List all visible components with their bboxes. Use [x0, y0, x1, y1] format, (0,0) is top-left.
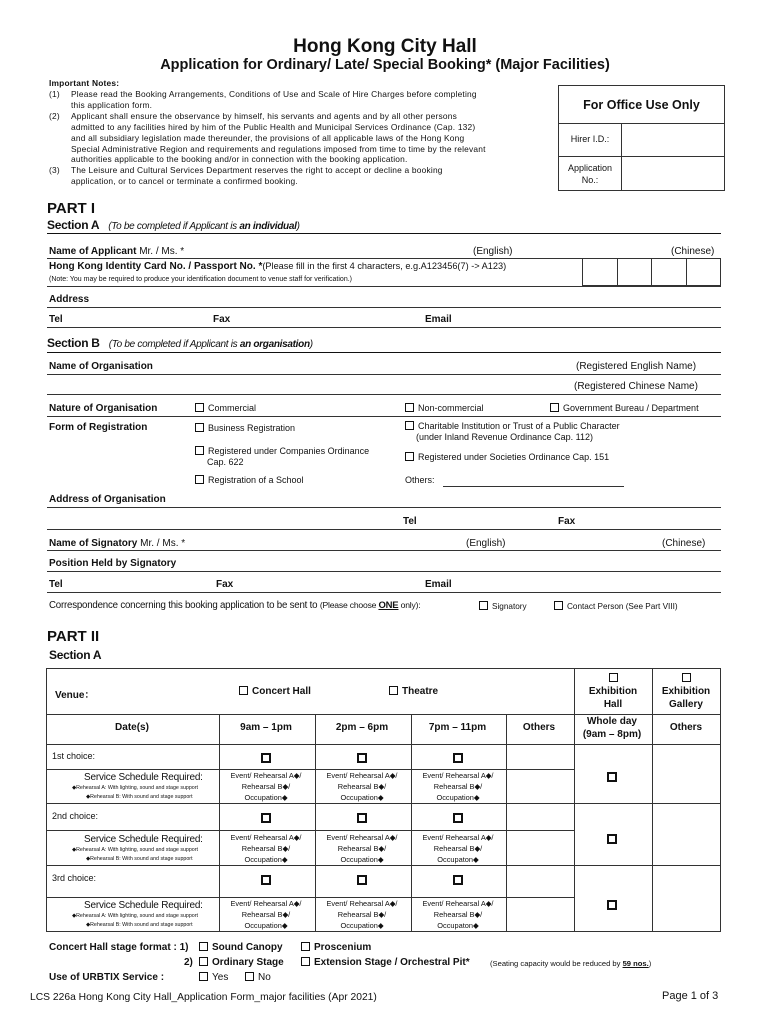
nature-government[interactable] [550, 403, 699, 413]
note-number: (1) [49, 89, 60, 99]
address-label: Address [49, 294, 90, 305]
corr-one: ONE [378, 600, 399, 611]
venue-label: Venue： [55, 690, 95, 701]
signatory-tel-label: Tel [49, 579, 63, 590]
reg-chinese-label: (Registered Chinese Name) [574, 381, 698, 392]
slot-checkbox[interactable] [410, 750, 506, 768]
choice-label: 2nd choice: [52, 811, 99, 821]
slot-checkbox[interactable] [410, 810, 506, 828]
stage-proscenium[interactable] [301, 942, 371, 953]
checkbox[interactable] [261, 875, 271, 885]
urbtix-yes[interactable] [199, 972, 228, 983]
applicant-name-label [49, 246, 184, 257]
hkid-char-box[interactable] [618, 258, 653, 285]
service-line: Occupation◆ [244, 855, 288, 864]
org-name-label: Name of Organisation [49, 361, 153, 372]
option-label: Registered under Societies Ordinance Cap. 151 [418, 452, 610, 462]
rehearsal-b-note: ◆Rehearsal B: With sound and stage support [86, 922, 193, 928]
note-text: Rehearsal B: With sound and stage support [90, 794, 193, 800]
form-companies[interactable] [195, 446, 369, 468]
signatory-label [49, 538, 185, 549]
urbtix-no[interactable] [245, 972, 271, 983]
checkbox[interactable] [199, 942, 208, 951]
label-title: Mr. / Ms. * [136, 246, 185, 257]
hirer-id-field[interactable] [622, 124, 723, 155]
hkid-label [49, 261, 506, 272]
slot-checkbox[interactable] [314, 750, 410, 768]
note-line: application, or to cancel or terminate a confirmed booking. [71, 176, 298, 187]
form-charitable[interactable] [405, 421, 620, 443]
checkbox[interactable] [405, 403, 414, 412]
corr-text: (Please choose [319, 600, 379, 610]
service-line: Rehearsal B◆/ [337, 844, 387, 853]
form-others-label: Others: [405, 475, 435, 485]
checkbox[interactable] [261, 813, 271, 823]
venue-exhibition-hall[interactable] [573, 672, 653, 711]
application-no-label [559, 162, 621, 186]
option-label: Hall [603, 699, 623, 710]
checkbox[interactable] [301, 942, 310, 951]
service-line: Occupation◆ [340, 855, 384, 864]
checkbox[interactable] [405, 421, 414, 430]
corr-contact-person[interactable] [554, 601, 678, 611]
part1-heading: PART I [47, 200, 96, 217]
hkid-hint: (Please fill in the first 4 characters, e.g.A123456(7) -> A123) [262, 261, 507, 271]
col-wholeday [573, 715, 651, 741]
section-b-note [109, 339, 313, 350]
note-text: ) [296, 221, 300, 232]
checkbox[interactable] [607, 900, 617, 910]
checkbox[interactable] [239, 686, 248, 695]
service-line: Event/ Rehearsal A◆/ [422, 899, 494, 908]
checkbox[interactable] [199, 972, 208, 981]
wholeday-checkbox[interactable] [573, 897, 651, 915]
service-line: Occupaton◆ [437, 855, 479, 864]
hkid-char-box[interactable] [652, 258, 687, 285]
seating-text: ) [648, 959, 652, 968]
slot-checkbox[interactable] [218, 872, 314, 890]
col-slot1: 9am – 1pm [240, 722, 292, 733]
label-text: Name of Signatory [49, 538, 138, 549]
service-options[interactable] [410, 898, 506, 931]
footer-page: Page 1 of 3 [662, 990, 719, 1002]
corr-text: Correspondence concerning this booking application to be sent to [49, 600, 320, 611]
section-b-label: Section B [47, 336, 100, 350]
service-line: Event/ Rehearsal A◆/ [422, 771, 494, 780]
service-line: Rehearsal B◆/ [433, 910, 483, 919]
applicant-chinese-label: (Chinese) [671, 246, 715, 257]
hkid-boxes [582, 258, 721, 286]
venue-exhibition-gallery[interactable] [651, 672, 721, 711]
note-line: and all subsidiary legislation made thereunder, the provisions of all applicable laws of the Hong Kong [71, 132, 465, 143]
email-label: Email [425, 314, 452, 325]
service-required-label: Service Schedule Required: [84, 772, 203, 783]
wholeday-checkbox[interactable] [573, 831, 651, 849]
note-text: (To be completed if Applicant is [108, 221, 240, 232]
option-label: No [258, 972, 271, 983]
applicant-english-label: (English) [473, 246, 513, 257]
service-options[interactable] [218, 832, 314, 865]
service-line: Occupation◆ [244, 921, 288, 930]
checkbox[interactable] [682, 673, 691, 682]
option-label: Charitable Institution or Trust of a Public Character [418, 421, 620, 431]
service-line: Occupation◆ [340, 921, 384, 930]
form-subtitle: Application for Ordinary/ Late/ Special Booking* (Major Facilities) [160, 57, 610, 73]
note-line: Applicant shall ensure the observance by himself, his servants and agents and by all other persons [71, 110, 457, 121]
note-line: this application form. [71, 99, 153, 110]
checkbox[interactable] [357, 813, 367, 823]
option-label: Business Registration [208, 423, 296, 433]
label-text: Hong Kong Identity Card No. / Passport No. * [49, 261, 263, 272]
checkbox[interactable] [195, 403, 204, 412]
seating-text: (Seating capacity would be reduced by [490, 959, 623, 968]
checkbox[interactable] [245, 972, 254, 981]
wholeday-checkbox[interactable] [573, 769, 651, 787]
org-tel-label: Tel [403, 516, 417, 527]
checkbox[interactable] [195, 475, 204, 484]
form-title: Hong Kong City Hall [293, 36, 477, 57]
note-bold: an individual [239, 221, 297, 232]
service-line: Rehearsal B◆/ [241, 782, 291, 791]
checkbox[interactable] [195, 423, 204, 432]
col-dates: Date(s) [115, 722, 149, 733]
option-label: Gallery [669, 699, 703, 710]
note-text: Rehearsal B: With sound and stage support [90, 856, 193, 862]
service-options[interactable] [218, 770, 314, 803]
stage-two-label: 2) [184, 957, 193, 968]
service-line: Rehearsal B◆/ [337, 782, 387, 791]
service-line: Event/ Rehearsal A◆/ [422, 833, 494, 842]
org-fax-label: Fax [558, 516, 576, 527]
form-business[interactable] [195, 423, 295, 433]
service-line: Event/ Rehearsal A◆/ [230, 833, 302, 842]
checkbox[interactable] [389, 686, 398, 695]
notes-heading: Important Notes: [49, 78, 120, 88]
urbtix-label: Use of URBTIX Service : [49, 972, 165, 983]
checkbox[interactable] [405, 452, 414, 461]
option-label: Registered under Companies Ordinance [208, 446, 370, 456]
service-line: Occupation◆ [340, 793, 384, 802]
service-line: Rehearsal B◆/ [337, 910, 387, 919]
part2-heading: PART II [47, 628, 100, 645]
option-label: Proscenium [314, 942, 372, 953]
checkbox[interactable] [609, 673, 618, 682]
nature-noncommercial[interactable] [405, 403, 484, 413]
checkbox[interactable] [554, 601, 563, 610]
service-line: Event/ Rehearsal A◆/ [326, 833, 398, 842]
rehearsal-b-note: ◆Rehearsal B: With sound and stage support [86, 856, 193, 862]
checkbox[interactable] [607, 772, 617, 782]
section-a-label: Section A [47, 218, 100, 232]
option-label: Exhibition [661, 686, 711, 697]
application-no-label-line: No.: [581, 175, 599, 185]
label-title: Mr. / Ms. * [137, 538, 186, 549]
option-label: Government Bureau / Department [563, 403, 699, 413]
service-line: Rehearsal B◆/ [241, 910, 291, 919]
service-line: Occupation◆ [244, 793, 288, 802]
fax-label: Fax [213, 314, 231, 325]
rehearsal-a-note: ◆Rehearsal A: With lighting, sound and stage support [72, 785, 198, 791]
option-label: Exhibition [588, 686, 638, 697]
org-address-label: Address of Organisation [49, 494, 166, 505]
note-text: Rehearsal B: With sound and stage support [90, 922, 193, 928]
slot-checkbox[interactable] [314, 872, 410, 890]
signatory-english-label: (English) [466, 538, 506, 549]
service-options[interactable] [218, 898, 314, 931]
service-line: Occupaton◆ [437, 921, 479, 930]
service-options[interactable] [410, 832, 506, 865]
service-options[interactable] [314, 898, 410, 931]
service-line: Occupation◆ [436, 793, 480, 802]
hkid-note: (Note: You may be required to produce your identification document to venue staff for verification.) [49, 276, 352, 283]
note-number: (2) [49, 110, 60, 121]
option-label: Non-commercial [418, 403, 484, 413]
option-label: Concert Hall [252, 686, 311, 697]
option-label: Yes [212, 972, 229, 983]
checkbox[interactable] [357, 753, 367, 763]
slot-checkbox[interactable] [218, 810, 314, 828]
application-no-label-line: Application [567, 163, 613, 173]
seating-note [490, 959, 651, 968]
note-line: Special Administrative Region and requirements and regulations imposed from time to time by the relevant [71, 143, 486, 154]
service-line: Event/ Rehearsal A◆/ [230, 771, 302, 780]
seating-number: 59 nos. [622, 959, 649, 968]
rehearsal-a-note: ◆Rehearsal A: With lighting, sound and stage support [72, 847, 198, 853]
note-line: authorities applicable to the booking and/or in connection with the booking application. [71, 154, 408, 165]
others-field[interactable] [443, 486, 624, 487]
signatory-fax-label: Fax [216, 579, 234, 590]
note-line: admitted to any facilities hired by him of the Public Health and Municipal Services Ordinance (Cap. 132) [71, 121, 476, 132]
service-line: Rehearsal B◆/ [433, 844, 483, 853]
service-options[interactable] [314, 832, 410, 865]
corr-text: only): [398, 600, 421, 610]
col-others-exhibition: Others [669, 722, 703, 733]
choice-label: 3rd choice: [52, 873, 97, 883]
service-required-label: Service Schedule Required: [84, 900, 203, 911]
option-label: Registration of a School [208, 475, 304, 485]
stage-ordinary[interactable] [199, 957, 284, 968]
application-no-field[interactable] [622, 157, 723, 190]
position-label: Position Held by Signatory [49, 558, 177, 569]
note-text: (To be completed if Applicant is [108, 339, 240, 350]
notes-list [49, 89, 543, 187]
option-label: Cap. 622 [207, 457, 244, 467]
form-school[interactable] [195, 475, 304, 485]
option-label: Extension Stage / Orchestral Pit* [314, 957, 470, 968]
stage-extension[interactable] [301, 957, 470, 968]
slot-checkbox[interactable] [218, 750, 314, 768]
signatory-email-label: Email [425, 579, 452, 590]
checkbox[interactable] [479, 601, 488, 610]
option-label: Commercial [208, 403, 257, 413]
part1-section-a [47, 218, 300, 232]
option-label: Theatre [402, 686, 439, 697]
reg-english-label: (Registered English Name) [576, 361, 697, 372]
form-registration-label: Form of Registration [49, 422, 148, 433]
service-options[interactable] [314, 770, 410, 803]
wholeday-text: Whole day [586, 716, 637, 727]
rehearsal-a-note: ◆Rehearsal A: With lighting, sound and stage support [72, 913, 198, 919]
col-others: Others [522, 722, 556, 733]
col-slot2: 2pm – 6pm [335, 722, 389, 733]
checkbox[interactable] [357, 875, 367, 885]
service-required-label: Service Schedule Required: [84, 834, 203, 845]
option-label: (under Inland Revenue Ordinance Cap. 112) [416, 432, 593, 442]
hirer-id-label: Hirer I.D.: [570, 134, 610, 144]
nature-commercial[interactable] [195, 403, 256, 413]
note-text: Rehearsal A: With lighting, sound and stage support [76, 847, 198, 853]
service-line: Event/ Rehearsal A◆/ [230, 899, 302, 908]
footer-code: LCS 226a Hong Kong City Hall_Application Form_major facilities (Apr 2021) [30, 992, 377, 1003]
note-text: Rehearsal A: With lighting, sound and stage support [76, 913, 198, 919]
form-societies[interactable] [405, 452, 609, 462]
option-label: Contact Person (See Part VIII) [567, 602, 678, 611]
note-text: Rehearsal A: With lighting, sound and stage support [76, 785, 198, 791]
service-line: Rehearsal B◆/ [433, 782, 483, 791]
hkid-char-box[interactable] [583, 258, 618, 285]
checkbox[interactable] [195, 446, 204, 455]
checkbox[interactable] [453, 875, 463, 885]
checkbox[interactable] [607, 834, 617, 844]
part2-section-a: Section A [49, 648, 102, 662]
hkid-char-box[interactable] [687, 258, 721, 285]
tel-label: Tel [49, 314, 63, 325]
checkbox[interactable] [453, 813, 463, 823]
note-text: ) [309, 339, 313, 350]
note-bold: an organisation [239, 339, 310, 350]
checkbox[interactable] [301, 957, 310, 966]
venue-theatre[interactable] [389, 686, 438, 697]
checkbox[interactable] [453, 753, 463, 763]
checkbox[interactable] [199, 957, 208, 966]
option-label: Signatory [492, 602, 527, 611]
label-text: Name of Applicant [49, 246, 137, 257]
service-line: Event/ Rehearsal A◆/ [326, 899, 398, 908]
service-line: Event/ Rehearsal A◆/ [326, 771, 398, 780]
venue-concert-hall[interactable] [239, 686, 311, 697]
section-a-note [108, 221, 299, 232]
checkbox[interactable] [261, 753, 271, 763]
office-use-title: For Office Use Only [583, 98, 700, 112]
part1-section-b [47, 336, 313, 350]
slot-checkbox[interactable] [410, 872, 506, 890]
col-slot3: 7pm – 11pm [428, 722, 487, 733]
option-label: Ordinary Stage [212, 957, 284, 968]
service-line: Rehearsal B◆/ [241, 844, 291, 853]
slot-checkbox[interactable] [314, 810, 410, 828]
stage-format-label: Concert Hall stage format : 1) [49, 942, 189, 953]
choice-label: 1st choice: [52, 751, 96, 761]
stage-sound-canopy[interactable] [199, 942, 283, 953]
wholeday-text: (9am – 8pm) [582, 729, 642, 740]
office-use-box [558, 85, 725, 191]
service-options[interactable] [410, 770, 506, 803]
note-number: (3) [49, 165, 60, 176]
correspondence-line [49, 600, 420, 611]
checkbox[interactable] [550, 403, 559, 412]
nature-label: Nature of Organisation [49, 403, 158, 414]
corr-signatory[interactable] [479, 601, 527, 611]
note-line: The Leisure and Cultural Services Department reserves the right to accept or decline a booking [71, 165, 443, 176]
note-line: Please read the Booking Arrangements, Conditions of Use and Scale of Hire Charges before completing [71, 89, 477, 99]
option-label: Sound Canopy [212, 942, 283, 953]
rehearsal-b-note: ◆Rehearsal B: With sound and stage support [86, 794, 193, 800]
signatory-chinese-label: (Chinese) [662, 538, 706, 549]
